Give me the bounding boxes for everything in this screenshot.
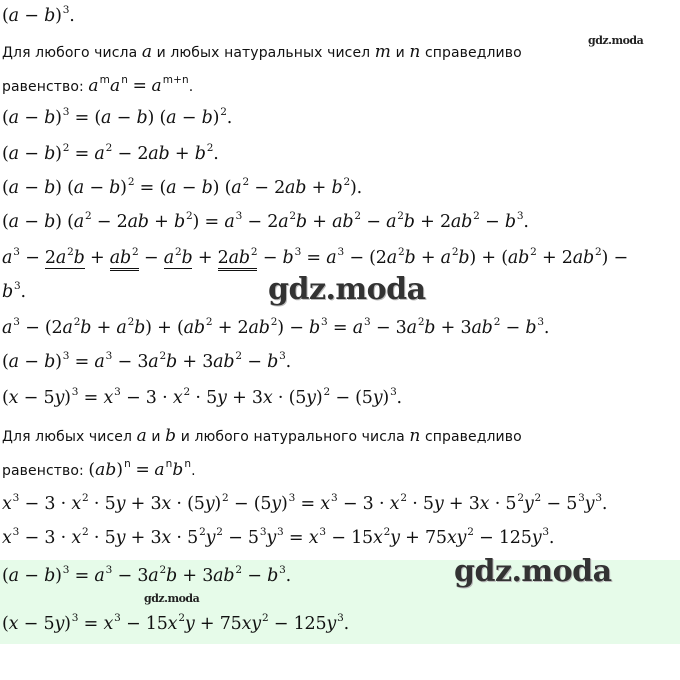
expression-line-4: $(a - b)^3 = (a - b)$ $(a - b)^2$. xyxy=(2,106,233,128)
expression-line-1: $(a - b)^3$. xyxy=(2,4,75,26)
text-line-rule-1-cont: равенство: $a^ma^n = a^{m+n}$. xyxy=(2,74,194,96)
expression-line-12: $(x - 5y)^3 = x^3 - 3 \cdot x^2 \cdot 5y + 3x \cdot (5y)^2 - (5y)^3$. xyxy=(2,386,402,408)
expression-line-7: (a − b) $(a^2 - 2ab + b^2) = a^3 - 2a^2b + ab^2 - a^2b + 2ab^2 - b^3$. xyxy=(2,210,529,232)
expression-line-9: $b^3$. xyxy=(2,280,26,302)
answer-line-1: $(a - b)^3 = a^3 - 3a^2b + 3ab^2 - b^3$. xyxy=(2,564,291,586)
expression-line-8: $a^3 - 2a^2b + ab^2 - a^2b + 2ab^2 - b^3 = a^3 - (2a^2b + a^2b) + (ab^2 + 2ab^2)$ − xyxy=(2,248,628,268)
text-line-rule-1: Для любого числа a и любых натуральных чисел m и n справедливо xyxy=(2,42,522,62)
watermark-logo-answer-small: gdz.moda xyxy=(144,592,200,605)
text-line-rule-2-cont: равенство: $(ab)^n = a^nb^n$. xyxy=(2,458,196,480)
expression-line-16: $x^3 - 3 \cdot x^2 \cdot 5y + 3x \cdot 5^2y^2 - 5^3y^3 = x^3 - 15x^2y + 75xy^2 - 125y^3$. xyxy=(2,526,555,548)
watermark-logo-answer: gdz.moda xyxy=(454,554,612,589)
text-line-rule-2: Для любых чисел a и b и любого натурального числа n справедливо xyxy=(2,426,522,446)
answer-line-2: $(x - 5y)^3 = x^3 - 15x^2y + 75xy^2 - 125y^3$. xyxy=(2,612,349,634)
expression-line-11: $(a - b)^3 = a^3 - 3a^2b + 3ab^2 - b^3$. xyxy=(2,350,291,372)
expression-line-15: $x^3 - 3 \cdot x^2 \cdot 5y + 3x \cdot (5y)^2 - (5y)^3 = x^3 - 3 \cdot x^2 \cdot 5y + 3x \cdot 5^2y^2 - 5^3y^3$. xyxy=(2,492,608,514)
expression-line-6: (a − b) $(a - b)^2 = (a - b)$ $(a^2 - 2ab + b^2)$. xyxy=(2,176,362,198)
expression-line-5: $(a - b)^2 = a^2 - 2ab + b^2$. xyxy=(2,142,219,164)
watermark-logo-small: gdz.moda xyxy=(588,34,644,47)
expression-line-10: $a^3 - (2a^2b + a^2b) + (ab^2 + 2ab^2) - b^3 = a^3 - 3a^2b + 3ab^2 - b^3$. xyxy=(2,316,550,338)
watermark-logo-large: gdz.moda xyxy=(268,272,426,307)
